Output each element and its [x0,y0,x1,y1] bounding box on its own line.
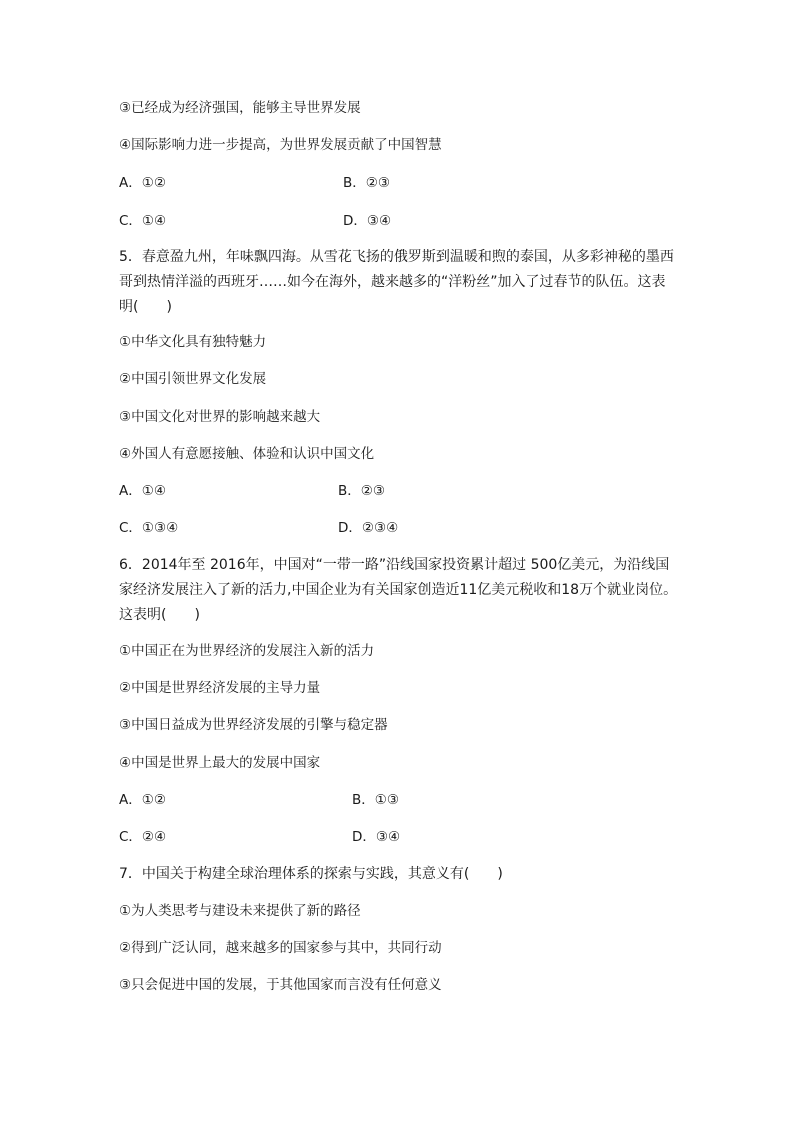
q7-stem: 7．中国关于构建全球治理体系的探索与实践，其意义有( ) [119,866,503,882]
q6-statement-2: ②中国是世界经济发展的主导力量 [119,680,321,696]
q6-statement-3: ③中国日益成为世界经济发展的引擎与稳定器 [119,717,388,733]
q5-option-b: B．②③ [338,483,385,499]
q7-statement-2: ②得到广泛认同，越来越多的国家参与其中，共同行动 [119,940,442,956]
q5-option-c: C．①③④ [119,520,179,536]
q6-stem-line-3: 这表明( ) [119,607,200,623]
q5-stem-line-2: 哥到热情洋溢的西班牙……如今在海外，越来越多的“洋粉丝”加入了过春节的队伍。这表 [119,274,666,290]
statement-4: ④国际影响力进一步提高，为世界发展贡献了中国智慧 [119,137,442,153]
q6-option-c: C．②④ [119,829,167,845]
q6-option-a: A．①② [119,792,166,808]
statement-3: ③已经成为经济强国，能够主导世界发展 [119,100,361,116]
q6-option-b: B．①③ [352,792,399,808]
q5-option-d: D．②③④ [338,520,399,536]
q6-statement-4: ④中国是世界上最大的发展中国家 [119,755,321,771]
q5-statement-2: ②中国引领世界文化发展 [119,371,267,387]
q6-stem-line-2: 家经济发展注入了新的活力,中国企业为有关国家创造近11亿美元税收和18万个就业岗位。 [119,582,678,598]
q4-option-a: A．①② [119,175,166,191]
q5-statement-1: ①中华文化具有独特魅力 [119,334,267,350]
q7-statement-1: ①为人类思考与建设未来提供了新的路径 [119,903,361,919]
q5-statement-4: ④外国人有意愿接触、体验和认识中国文化 [119,446,375,462]
q4-option-c: C．①④ [119,213,167,229]
q6-stem-line-1: 6．2014年至 2016年，中国对“一带一路”沿线国家投资累计超过 500亿美元，为沿线国 [119,557,670,573]
q4-option-b: B．②③ [343,175,390,191]
q6-option-d: D．③④ [352,829,401,845]
q5-stem-line-3: 明( ) [119,299,172,315]
q7-statement-3: ③只会促进中国的发展，于其他国家而言没有任何意义 [119,977,442,993]
q6-statement-1: ①中国正在为世界经济的发展注入新的活力 [119,643,375,659]
q5-statement-3: ③中国文化对世界的影响越来越大 [119,409,321,425]
q5-option-a: A．①④ [119,483,166,499]
q4-option-d: D．③④ [343,213,392,229]
q5-stem-line-1: 5．春意盈九州，年味飘四海。从雪花飞扬的俄罗斯到温暖和煦的泰国，从多彩神秘的墨西 [119,249,674,265]
